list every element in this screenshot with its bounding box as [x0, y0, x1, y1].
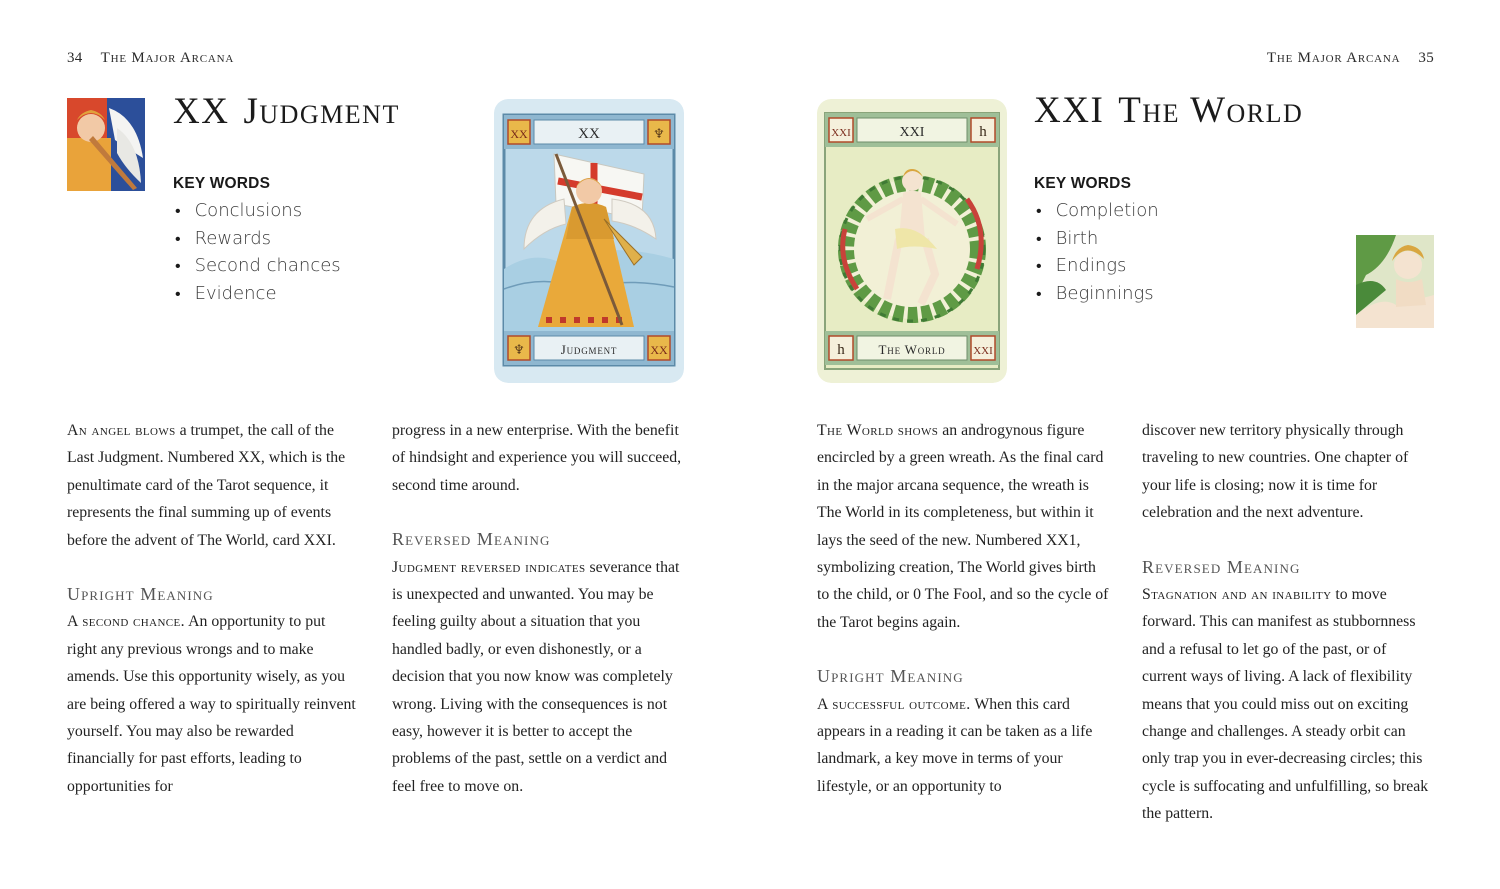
card-number-world: XXI — [1034, 90, 1105, 131]
text-column-2 — [392, 417, 684, 800]
world-reversed — [1142, 581, 1434, 828]
key-word: • Evidence — [175, 280, 341, 308]
card-title-world — [1034, 89, 1303, 132]
svg-text:♆: ♆ — [513, 343, 525, 358]
page-number-right: 35 — [1418, 50, 1434, 66]
intro-lead: An angel blows — [67, 422, 176, 439]
upright-body: An opportunity to put right any previous wrongs and to make amends. Use this opportunity wisely, as you are being offered a way to spiritually reinvent yourself. You may also be rewarded financially for past efforts, leading to opportunities for — [67, 613, 356, 795]
judgment-intro — [67, 417, 359, 554]
key-word: • Beginnings — [1036, 280, 1159, 308]
judgment-card-image — [494, 99, 684, 383]
running-head-title-left: The Major Arcana — [100, 50, 235, 66]
reversed-lead: Judgment reversed indicates — [392, 558, 586, 576]
world-card-corner-numeral: XXI — [973, 345, 993, 357]
upright-meaning-heading-left: Upright Meaning — [67, 584, 214, 605]
intro-body: a trumpet, the call of the Last Judgment. Numbered XX, which is the penultimate card of the Tarot sequence, it represents the final summing up of events before the advent of The World, card XXI. — [67, 422, 346, 549]
key-words-list-left — [175, 197, 341, 307]
judgment-upright — [67, 608, 359, 800]
svg-text:XX: XX — [578, 126, 600, 142]
key-word: • Rewards — [175, 225, 341, 253]
judgment-card-label: Judgment — [560, 342, 618, 357]
world-intro — [817, 417, 1109, 636]
running-head-right — [1267, 50, 1434, 67]
world-card-label: The World — [878, 342, 946, 357]
judgment-card-corner-numeral: XX — [650, 343, 668, 357]
world-card-top-label: XXI — [899, 125, 925, 140]
upright-body: When this card appears in a reading it can be taken as a life landmark, a key move in terms of your lifestyle, or an opportunity to — [817, 695, 1093, 795]
page-number-left: 34 — [67, 50, 83, 66]
running-head-left — [67, 50, 234, 67]
upright-lead: A second chance. — [67, 613, 186, 631]
card-title-judgment — [173, 90, 400, 133]
reversed-body: severance that is unexpected and unwanted. You may be feeling guilty about a situation that you handled badly, or even dishonestly, or a decision that you now know was completely wrong. Living with the consequences is not easy, however it is better to accept the problems of the past, settle on a verdict and feel free to move on. — [392, 558, 680, 795]
text-column-4 — [1142, 417, 1434, 828]
running-head-title-right: The Major Arcana — [1266, 50, 1401, 66]
upright-lead: A successful outcome. — [817, 695, 971, 713]
key-words-list-right — [1036, 197, 1159, 307]
card-name-world: The World — [1118, 90, 1304, 131]
upright-meaning-heading-right: Upright Meaning — [817, 666, 964, 687]
text-column-3 — [817, 417, 1109, 800]
key-word: • Conclusions — [175, 197, 341, 225]
svg-text:♆: ♆ — [653, 127, 665, 142]
svg-text:h: h — [979, 124, 987, 140]
world-upright-continued: discover new territory physically through traveling to new countries. One chapter of your life is closing; now it is time for celebration and the next adventure. — [1142, 422, 1409, 522]
judgment-upright-continued: progress in a new enterprise. With the benefit of hindsight and experience you will succeed, second time around. — [392, 422, 682, 494]
key-words-heading-left: KEY WORDS — [173, 175, 271, 192]
reversed-body: to move forward. This can manifest as stubbornness and a refusal to let go of the past, or of current ways of living. A lack of flexibility means that you could miss out on exciting change and challenges. A steady orbit can only trap you in ever-decreasing circles; this cycle is suffocating and unfulfilling, so break the pattern. — [1142, 586, 1429, 823]
reversed-meaning-heading-right: Reversed Meaning — [1142, 556, 1301, 577]
angel-thumbnail — [67, 98, 145, 191]
intro-lead: The World shows — [817, 422, 939, 439]
key-word: • Second chances — [175, 252, 341, 280]
key-words-heading-right: KEY WORDS — [1034, 175, 1132, 192]
key-word: • Completion — [1036, 197, 1159, 225]
world-upright — [817, 691, 1109, 801]
text-column-1 — [67, 417, 359, 800]
reversed-lead: Stagnation and an inability — [1142, 586, 1332, 604]
key-word: • Endings — [1036, 252, 1159, 280]
reversed-meaning-heading-left: Reversed Meaning — [392, 529, 551, 550]
world-card-corner-glyph: h — [837, 342, 845, 358]
intro-body: an androgynous figure encircled by a green wreath. As the final card in the major arcana sequence, the wreath is The World in its completeness, but within it lays the seed of the new. Numbered XX1, symbolizing creation, The World gives birth to the child, or 0 The Fool, and so the cycle of the Tarot begins again. — [817, 422, 1109, 631]
world-card-image — [817, 99, 1007, 383]
svg-text:XX: XX — [510, 127, 528, 141]
world-figure-thumbnail — [1356, 235, 1434, 328]
right-page — [750, 0, 1500, 889]
card-number-judgment: XX — [173, 91, 230, 132]
judgment-reversed — [392, 554, 684, 801]
key-word: • Birth — [1036, 225, 1159, 253]
svg-text:XXI: XXI — [831, 127, 851, 139]
card-name-judgment: Judgment — [243, 91, 400, 132]
